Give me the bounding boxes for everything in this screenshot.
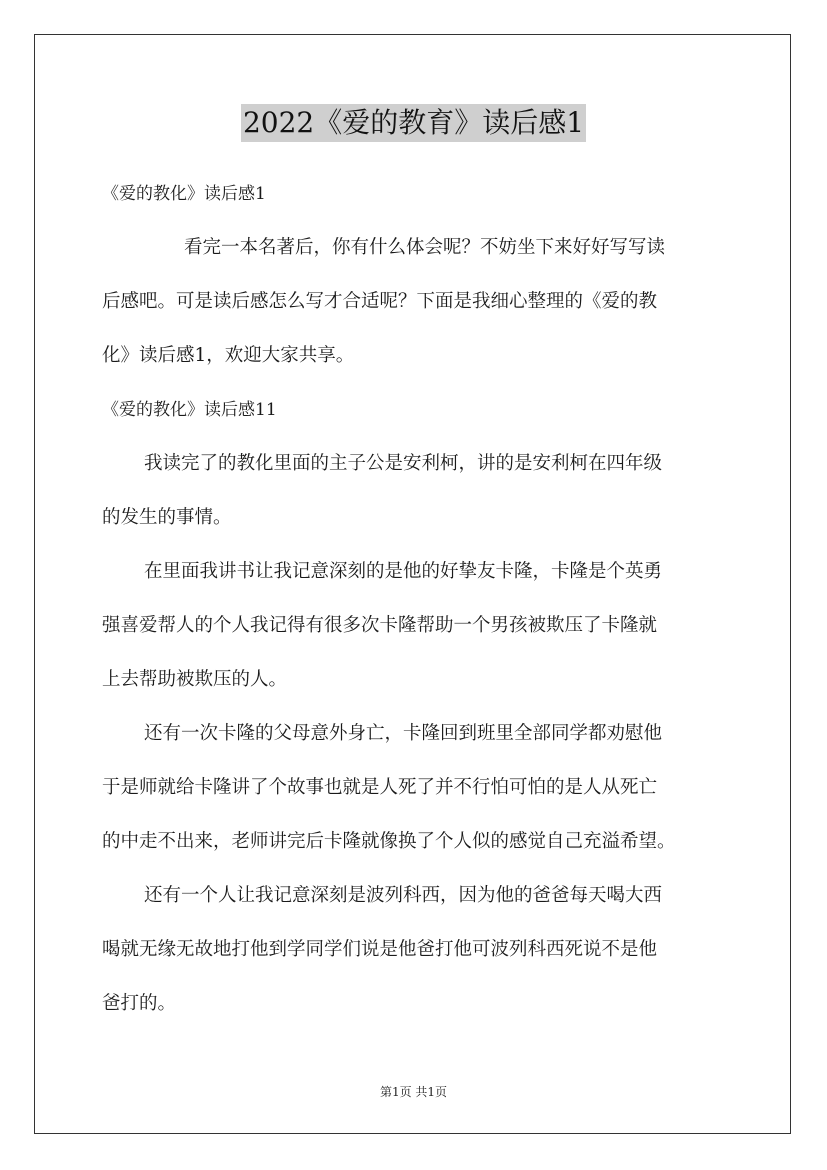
paragraph-line: 喝就无缘无故地打他到学同学们说是他爸打他可波列科西死说不是他 bbox=[102, 939, 658, 960]
paragraph-line: 的发生的事情。 bbox=[102, 507, 232, 528]
paragraph-line: 还有一个人让我记意深刻是波列科西，因为他的爸爸每天喝大西 bbox=[144, 885, 663, 906]
paragraph-line: 的中走不出来，老师讲完后卡隆就像换了个人似的感觉自己充溢希望。 bbox=[102, 831, 676, 852]
paragraph-line: 化》读后感1，欢迎大家共享。 bbox=[102, 345, 355, 366]
paragraph-line: 上去帮助被欺压的人。 bbox=[102, 669, 288, 690]
document-title: 2022《爱的教育》读后感1 bbox=[241, 104, 586, 142]
title-container bbox=[0, 104, 827, 142]
paragraph-line: 后感吧。可是读后感怎么写才合适呢？下面是我细心整理的《爱的教 bbox=[102, 291, 658, 312]
paragraph-line: 看完一本名著后，你有什么体会呢？不妨坐下来好好写写读 bbox=[184, 237, 666, 258]
paragraph-line: 爸打的。 bbox=[102, 993, 177, 1014]
paragraph-line: 还有一次卡隆的父母意外身亡，卡隆回到班里全部同学都劝慰他 bbox=[144, 723, 663, 744]
section-heading: 《爱的教化》读后感1 bbox=[102, 184, 266, 204]
page-footer: 第1页 共1页 bbox=[379, 1085, 448, 1099]
paragraph-line: 在里面我讲书让我记意深刻的是他的好挚友卡隆，卡隆是个英勇 bbox=[144, 561, 663, 582]
section-heading: 《爱的教化》读后感11 bbox=[102, 400, 277, 420]
paragraph-line: 强喜爱帮人的个人我记得有很多次卡隆帮助一个男孩被欺压了卡隆就 bbox=[102, 615, 658, 636]
paragraph-line: 于是师就给卡隆讲了个故事也就是人死了并不行怕可怕的是人从死亡 bbox=[102, 777, 658, 798]
paragraph-line: 我读完了的教化里面的主子公是安利柯，讲的是安利柯在四年级 bbox=[144, 453, 663, 474]
